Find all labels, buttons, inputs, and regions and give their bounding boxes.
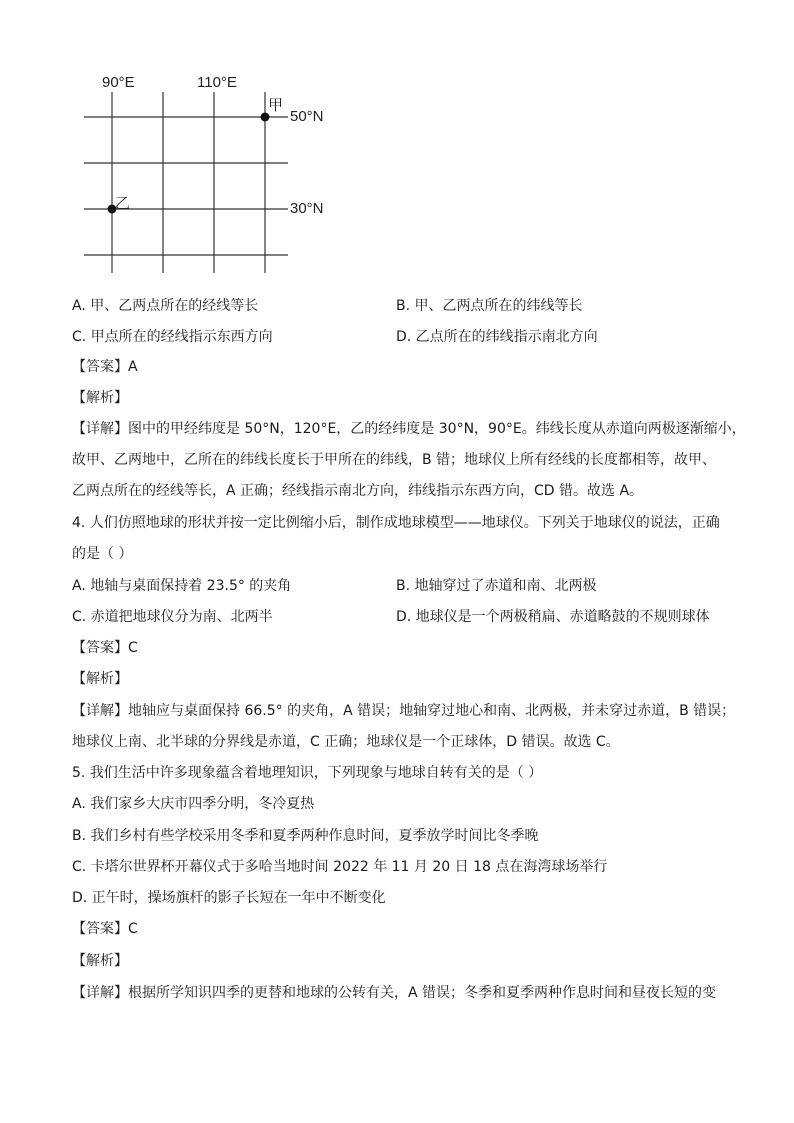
q3-detail-text-1: 图中的甲经纬度是 50°N，120°E，乙的经纬度是 30°N，90°E。纬线长度从赤道向两极逐渐缩小， bbox=[128, 421, 746, 437]
lat-long-grid-figure bbox=[70, 68, 340, 283]
q5-analysis-label: 【解析】 bbox=[72, 953, 128, 969]
q5-detail-label: 【详解】 bbox=[72, 985, 128, 1001]
q5-detail-line-1 bbox=[72, 983, 716, 1003]
grid-lines bbox=[70, 68, 340, 283]
q4-answer-label: 【答案】 bbox=[72, 640, 128, 656]
q3-detail-line-3: 乙两点所在的经线等长，A 正确；经线指示南北方向，纬线指示东西方向，CD 错。故选 A。 bbox=[72, 483, 644, 499]
q4-analysis-label: 【解析】 bbox=[72, 671, 128, 687]
point-jia-label: 甲 bbox=[268, 97, 284, 114]
q3-answer-line bbox=[72, 357, 138, 377]
q3-option-d: D. 乙点所在的纬线指示南北方向 bbox=[396, 329, 598, 345]
lat-label-30n: 30°N bbox=[290, 200, 324, 217]
q3-answer-value: A bbox=[128, 359, 138, 375]
q4-option-a: A. 地轴与桌面保持着 23.5° 的夹角 bbox=[72, 578, 292, 594]
q3-detail-line-2: 故甲、乙两地中，乙所在的纬线长度长于甲所在的纬线，B 错；地球仪上所有经线的长度都相等，故甲、 bbox=[72, 452, 717, 468]
lon-label-110e: 110°E bbox=[197, 74, 237, 91]
q4-detail-label: 【详解】 bbox=[72, 703, 128, 719]
q3-analysis-label: 【解析】 bbox=[72, 390, 128, 406]
q3-detail-label: 【详解】 bbox=[72, 421, 128, 437]
q4-option-c: C. 赤道把地球仪分为南、北两半 bbox=[72, 609, 273, 625]
q4-option-d: D. 地球仪是一个两极稍扁、赤道略鼓的不规则球体 bbox=[396, 609, 710, 625]
q4-detail-line-2: 地球仪上南、北半球的分界线是赤道，C 正确；地球仪是一个正球体，D 错误。故选 C。 bbox=[72, 734, 620, 750]
q3-detail-line-1 bbox=[72, 419, 746, 439]
q4-stem-line-1: 4. 人们仿照地球的形状并按一定比例缩小后，制作成地球模型——地球仪。下列关于地球仪的说法，正确 bbox=[72, 515, 720, 531]
q3-option-c: C. 甲点所在的经线指示东西方向 bbox=[72, 329, 273, 345]
q3-answer-label: 【答案】 bbox=[72, 359, 128, 375]
q3-option-a: A. 甲、乙两点所在的经线等长 bbox=[72, 298, 259, 314]
q4-detail-text-1: 地轴应与桌面保持 66.5° 的夹角，A 错误；地轴穿过地心和南、北两极，并未穿过赤道，B 错误； bbox=[128, 703, 736, 719]
q4-stem-line-2: 的是（ ） bbox=[72, 546, 133, 562]
lon-label-90e: 90°E bbox=[102, 74, 135, 91]
q4-option-b: B. 地轴穿过了赤道和南、北两极 bbox=[396, 578, 597, 594]
lat-label-50n: 50°N bbox=[290, 108, 324, 125]
q5-stem: 5. 我们生活中许多现象蕴含着地理知识，下列现象与地球自转有关的是（ ） bbox=[72, 765, 543, 781]
q4-answer-value: C bbox=[128, 640, 138, 656]
q5-option-b: B. 我们乡村有些学校采用冬季和夏季两种作息时间，夏季放学时间比冬季晚 bbox=[72, 828, 539, 844]
q3-option-b: B. 甲、乙两点所在的纬线等长 bbox=[396, 298, 583, 314]
q5-answer-line bbox=[72, 919, 138, 939]
q5-answer-label: 【答案】 bbox=[72, 921, 128, 937]
q4-detail-line-1 bbox=[72, 701, 735, 721]
q5-detail-text-1: 根据所学知识四季的更替和地球的公转有关，A 错误；冬季和夏季两种作息时间和昼夜长短的变 bbox=[128, 985, 717, 1001]
point-yi-label: 乙 bbox=[115, 195, 131, 212]
q5-option-d: D. 正午时，操场旗杆的影子长短在一年中不断变化 bbox=[72, 890, 386, 906]
q5-option-a: A. 我们家乡大庆市四季分明，冬冷夏热 bbox=[72, 796, 315, 812]
q4-answer-line bbox=[72, 638, 138, 658]
q5-option-c: C. 卡塔尔世界杯开幕仪式于多哈当地时间 2022 年 11 月 20 日 18 点在海湾球场举行 bbox=[72, 859, 608, 875]
q5-answer-value: C bbox=[128, 921, 138, 937]
